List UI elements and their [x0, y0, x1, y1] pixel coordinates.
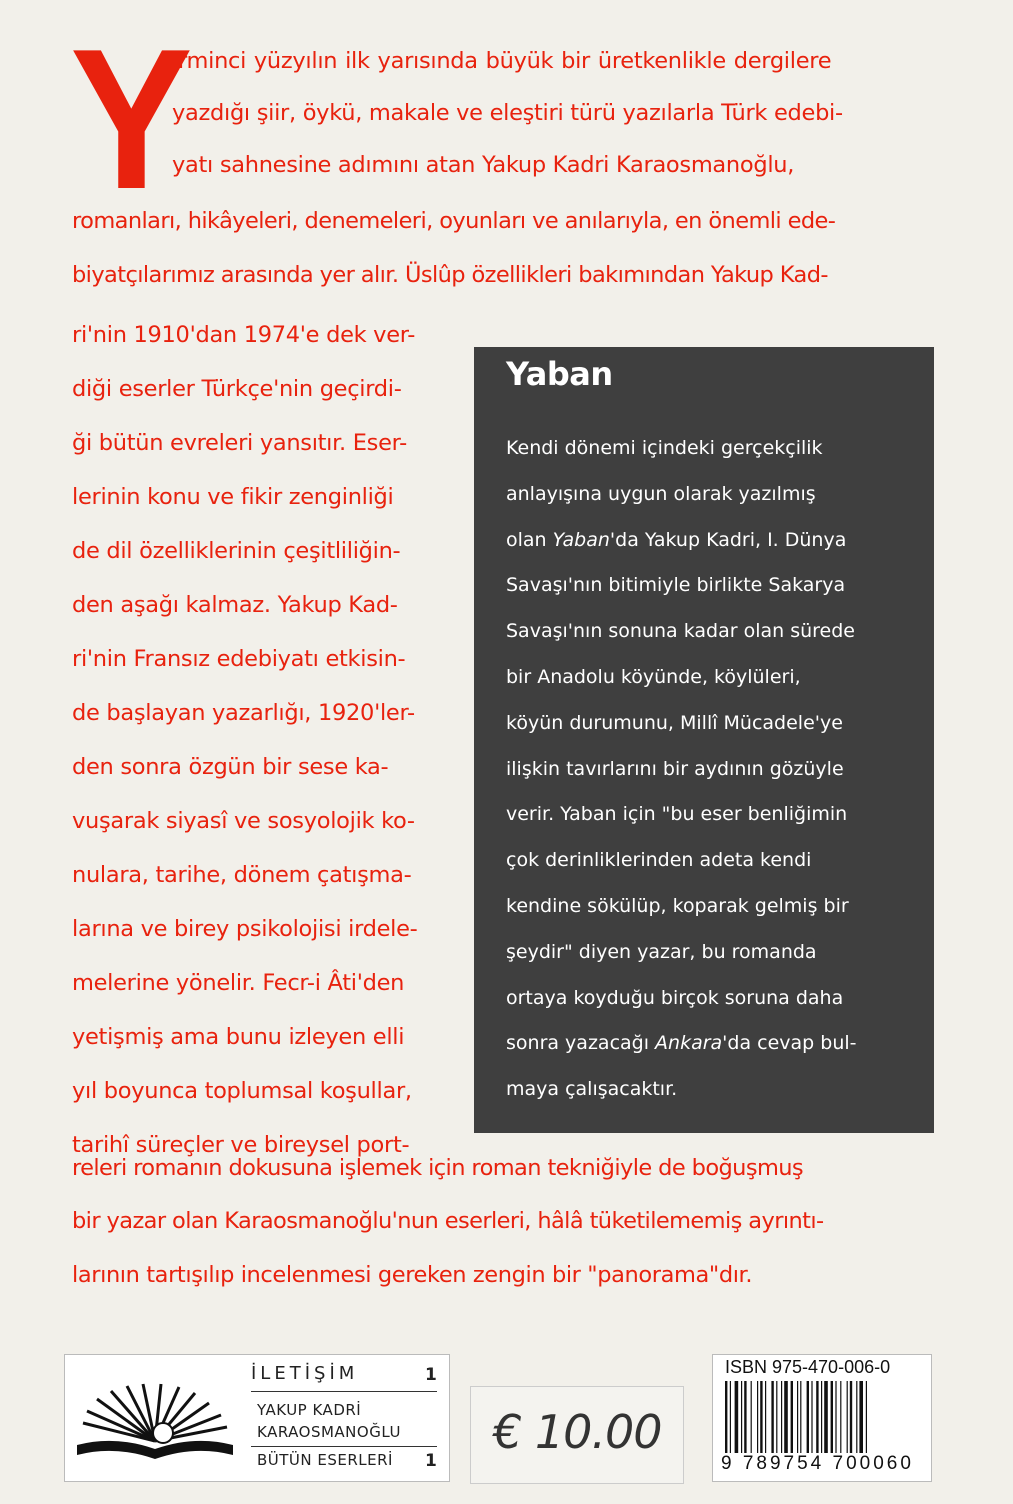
- text-line: yıl boyunca toplumsal koşullar,: [72, 1078, 412, 1104]
- barcode-bar: [850, 1381, 852, 1453]
- author-name-line1: YAKUP KADRİ: [257, 1401, 362, 1419]
- summary-line: [506, 803, 847, 825]
- barcode-bar: [751, 1381, 752, 1453]
- barcode-bar: [811, 1381, 812, 1453]
- text-line: diği eserler Türkçe'nin geçirdi-: [72, 376, 402, 402]
- barcode-bar: [856, 1381, 857, 1453]
- italic-title: Yaban: [552, 528, 610, 551]
- text-line: ri'nin Fransız edebiyatı etkisin-: [72, 646, 406, 672]
- summary-line: [506, 483, 816, 505]
- collection-label: BÜTÜN ESERLERİ: [257, 1451, 393, 1469]
- summary-text-segment: ortaya koyduğu birçok soruna daha: [506, 986, 844, 1009]
- barcode-bar: [781, 1381, 782, 1453]
- summary-text-segment: verir. Yaban için "bu eser benliğimin: [506, 803, 848, 826]
- barcode-bar: [757, 1381, 758, 1453]
- barcode-bar: [725, 1381, 727, 1453]
- barcode-bar: [807, 1381, 809, 1453]
- summary-text-segment: ilişkin tavırlarını bir aydının gözüyle: [506, 757, 844, 780]
- summary-line: [506, 987, 843, 1009]
- series-number: 1: [425, 1365, 437, 1385]
- publisher-brand: İLETİŞİM: [251, 1363, 359, 1384]
- text-line: ri'nin 1910'dan 1974'e dek ver-: [72, 322, 416, 348]
- barcode-bar: [866, 1381, 867, 1453]
- barcode-bar: [791, 1381, 793, 1453]
- summary-text-segment: sonra yazacağı: [506, 1032, 656, 1055]
- text-line: tarihî süreçler ve bireysel port-: [72, 1132, 410, 1158]
- barcode-bar: [800, 1381, 801, 1453]
- summary-line: [506, 758, 844, 780]
- barcode-bar: [797, 1381, 798, 1453]
- isbn-label: ISBN 975-470-006-0: [725, 1357, 891, 1377]
- summary-text-segment: bir Anadolu köyünde, köylüleri,: [506, 666, 801, 688]
- summary-line: [506, 712, 843, 734]
- text-line: irminci yüzyılın ilk yarısında büyük bir üretkenlikle dergilere: [172, 48, 832, 74]
- barcode-bar: [847, 1381, 848, 1453]
- barcode-bar: [859, 1381, 863, 1453]
- divider: [251, 1391, 437, 1392]
- summary-text-segment: Savaşı'nın bitimiyle birlikte Sakarya: [506, 574, 846, 597]
- text-line: yazdığı şiir, öykü, makale ve eleştiri türü yazılarla Türk edebi-: [172, 100, 843, 126]
- barcode-bar: [816, 1381, 818, 1453]
- summary-text-segment: olan: [506, 528, 553, 551]
- divider: [251, 1446, 437, 1447]
- barcode-bar: [831, 1381, 833, 1453]
- summary-line: [506, 529, 846, 551]
- summary-line: [506, 437, 823, 459]
- summary-text-segment: 'da Yakup Kadri, I. Dünya: [609, 528, 847, 551]
- text-line: larının tartışılıp incelenmesi gereken zengin bir "panorama"dır.: [72, 1262, 753, 1288]
- text-line: de dil özelliklerinin çeşitliliğin-: [72, 538, 401, 564]
- summary-text-segment: Kendi dönemi içindeki gerçekçilik: [506, 437, 823, 459]
- publisher-logo-icon: [75, 1383, 235, 1463]
- text-line: romanları, hikâyeleri, denemeleri, oyunları ve anılarıyla, en önemli ede-: [72, 208, 836, 234]
- text-line: ği bütün evreleri yansıtır. Eser-: [72, 430, 407, 456]
- text-line: yetişmiş ama bunu izleyen elli: [72, 1024, 405, 1050]
- barcode-bar: [730, 1381, 731, 1453]
- barcode-bar: [821, 1381, 822, 1453]
- text-line: bir yazar olan Karaosmanoğlu'nun eserleri, hâlâ tüketilememiş ayrıntı-: [72, 1208, 824, 1234]
- text-line: yatı sahnesine adımını atan Yakup Kadri Karaosmanoğlu,: [172, 152, 795, 178]
- summary-line: [506, 1032, 857, 1054]
- summary-line: [506, 620, 855, 642]
- summary-line: [506, 849, 811, 871]
- publisher-panel: [64, 1354, 450, 1482]
- text-line: de başlayan yazarlığı, 1920'ler-: [72, 700, 415, 726]
- price-sticker: [470, 1386, 684, 1484]
- barcode-bar: [824, 1381, 828, 1453]
- text-line: releri romanın dokusuna işlemek için roman tekniğiyle de boğuşmuş: [72, 1155, 804, 1181]
- barcode-bar: [840, 1381, 841, 1453]
- summary-text-segment: çok derinliklerinden adeta kendi: [506, 849, 812, 872]
- summary-text-segment: köyün durumunu, Millî Mücadele'ye: [506, 711, 843, 734]
- barcode-digits: 9 789754 700060: [721, 1453, 914, 1474]
- barcode-bar: [776, 1381, 777, 1453]
- text-line: den aşağı kalmaz. Yakup Kad-: [72, 592, 398, 618]
- summary-line: [506, 574, 845, 596]
- price-label: € 10.00: [493, 1405, 662, 1459]
- summary-line: [506, 666, 801, 688]
- summary-text-segment: Savaşı'nın sonuna kadar olan sürede: [506, 620, 855, 643]
- barcode-bar: [744, 1381, 746, 1453]
- text-line: larına ve birey psikolojisi irdele-: [72, 916, 418, 942]
- text-line: nulara, tarihe, dönem çatışma-: [72, 862, 412, 888]
- text-line: lerinin konu ve fikir zenginliği: [72, 484, 394, 510]
- isbn-panel: [712, 1354, 932, 1482]
- italic-title: Ankara: [655, 1032, 723, 1055]
- barcode-bar: [765, 1381, 766, 1453]
- summary-text-segment: kendine sökülüp, koparak gelmiş bir: [506, 895, 849, 917]
- summary-line: [506, 941, 817, 963]
- summary-text-segment: şeydir" diyen yazar, bu romanda: [506, 940, 817, 963]
- summary-line: [506, 1078, 677, 1100]
- barcode-bar: [784, 1381, 788, 1453]
- summary-title: Yaban: [506, 355, 613, 393]
- barcode-bar: [741, 1381, 742, 1453]
- barcode-bar: [835, 1381, 836, 1453]
- barcode-bar: [771, 1381, 773, 1453]
- yaban-summary-box: [474, 347, 934, 1133]
- summary-text-segment: anlayışına uygun olarak yazılmış: [506, 482, 816, 505]
- summary-text-segment: maya çalışacaktır.: [506, 1078, 678, 1101]
- drop-cap-letter: Y: [70, 8, 193, 231]
- barcode-bar: [760, 1381, 762, 1453]
- author-name-line2: KARAOSMANOĞLU: [257, 1423, 401, 1441]
- summary-line: [506, 895, 849, 917]
- barcode-bar: [735, 1381, 739, 1453]
- text-line: vuşarak siyasî ve sosyolojik ko-: [72, 808, 415, 834]
- summary-text-segment: 'da cevap bul-: [722, 1032, 857, 1055]
- text-line: den sonra özgün bir sese ka-: [72, 754, 389, 780]
- barcode-icon: [725, 1381, 921, 1453]
- text-line: biyatçılarımız arasında yer alır. Üslûp özellikleri bakımından Yakup Kad-: [72, 262, 828, 288]
- text-line: melerine yönelir. Fecr-i Âti'den: [72, 970, 405, 996]
- collection-number: 1: [425, 1451, 437, 1471]
